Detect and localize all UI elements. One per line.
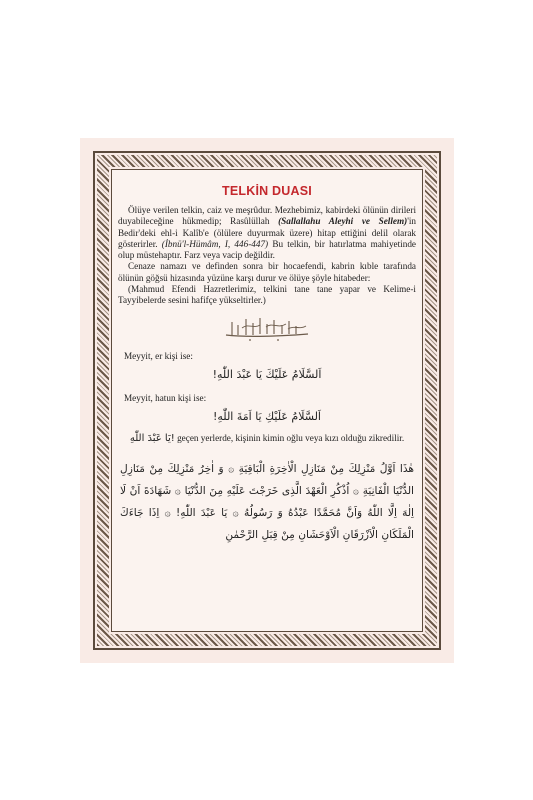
intro-text-rest: 'in Bedir'deki ehl-i Kalîb'e (ölülere duyurmak üzere) hitap ettiğini delil olarak gösterirler. [118, 216, 416, 249]
source-citation: (İbnü'l-Hümâm, I, 446-447) [161, 238, 269, 249]
basmala-calligraphy-icon [118, 313, 416, 343]
male-label: Meyyit, er kişi ise: [124, 350, 193, 361]
note-arabic: يَا عَبْدَ اللّٰهِ! [129, 432, 175, 444]
female-greeting-arabic: اَلسَّلَامُ عَلَيْكِ يَا اَمَةَ اللّٰهِ! [213, 409, 321, 423]
intro-paragraph [118, 205, 416, 261]
ceremony-paragraph: Cenaze namazı ve definden sonra bir hocaefendi, kabrin kıble tarafında ölünün göğsü hizasında yüzüne karşı durur ve ölüye şöyle hitabeder: [118, 261, 416, 283]
female-label: Meyyit, hatun kişi ise: [124, 392, 207, 403]
male-greeting-arabic: اَلسَّلَامُ عَلَيْكَ يَا عَبْدَ اللّٰهِ! [212, 367, 322, 381]
telkin-dua-arabic: هٰذَا اَوَّلُ مَنْزِلِكَ مِنْ مَنَازِلِ الْاٰخِرَةِ الْبَاقِيَةِ ۞ وَ اٰخِرُ مَنْزِلِكَ مِنْ مَنَازِلِ الدُّنْيَا الْفَانِيَةِ ۞ اُذْكُرِ الْعَهْدَ الَّذِى خَرَجْتَ عَلَيْهِ مِنَ الدُّنْيَا ۞ شَهَادَةَ اَنْ لَا اِلٰهَ اِلَّا اللّٰهُ وَاَنَّ مُحَمَّدًا عَبْدُهُ وَ رَسُولُهُ ۞ يَا عَبْدَ اللّٰهِ! ۞ اِذَا جَاءَكَ الْمَلَكَانِ الْاَزْرَقَانِ الْاَوْحَشَانِ مِنْ قِبَلِ الرَّحْمٰنِ [120, 462, 414, 541]
intro-text: Ölüye verilen telkin, caiz ve meşrûdur. Mezhebimiz, kabirdeki ölünün dirileri duyabileceğine hükmedip; Rasûlüllah [118, 205, 416, 227]
page-title: TELKİN DUASI [222, 184, 312, 198]
note-paragraph: (Mahmud Efendi Hazretlerimiz, telkini tane tane yapar ve Kelime-i Tayyibelerde sesini hafifçe yükseltirler.) [118, 284, 416, 306]
intro-text-end: Bu telkin, bir hatırlatma mahiyetinde olup müstehaptır. Farz veya vacip değildir. [118, 238, 416, 261]
salawat-text: (Sallallahu Aleyhi ve Sellem) [278, 216, 408, 227]
name-note [118, 433, 416, 444]
page-content [118, 184, 416, 624]
note-text: geçen yerlerde, kişinin kimin oğlu veya kızı olduğu zikredilir. [174, 432, 405, 443]
